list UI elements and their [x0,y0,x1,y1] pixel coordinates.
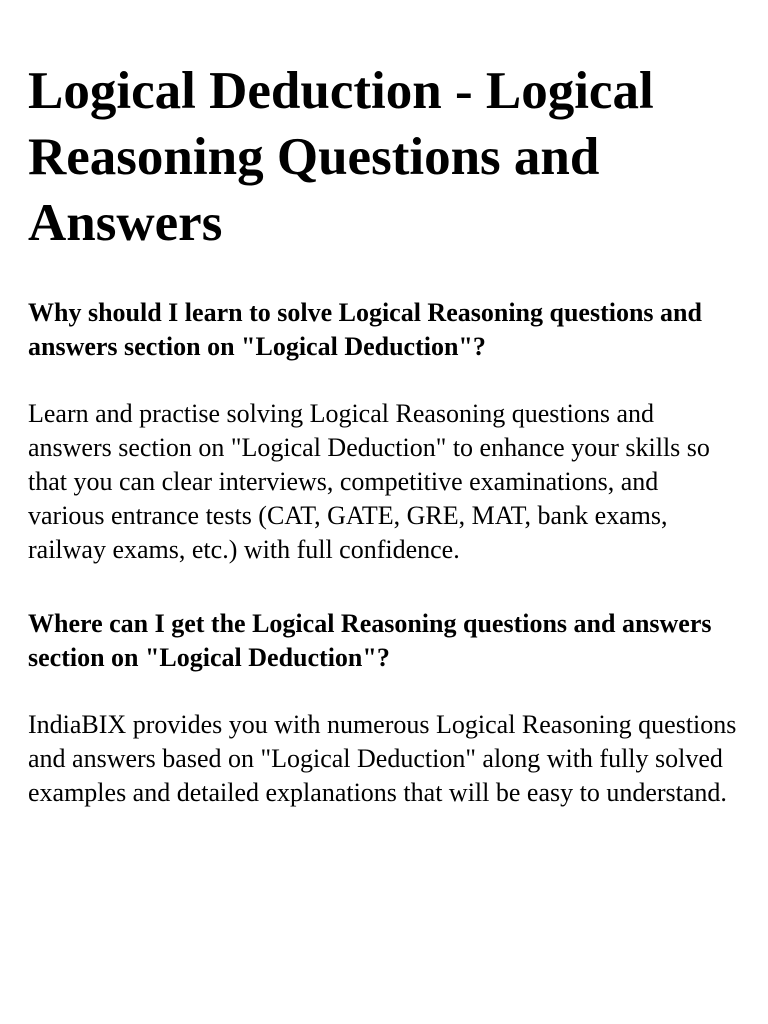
section-why-learn [28,296,740,567]
section-paragraph: Learn and practise solving Logical Reasoning questions and answers section on "Logical Deduction" to enhance your skills so that you can clear interviews, competitive examinations, and various entrance tests (CAT, GATE, GRE, MAT, bank exams, railway exams, etc.) with full confidence. [28,399,710,564]
page-title: Logical Deduction - Logical Reasoning Questions and Answers [28,62,654,252]
section-heading: Why should I learn to solve Logical Reasoning questions and answers section on "Logical Deduction"? [28,298,702,361]
section-heading: Where can I get the Logical Reasoning questions and answers section on "Logical Deduction"? [28,609,712,672]
section-where-to-get [28,607,740,810]
section-paragraph: IndiaBIX provides you with numerous Logical Reasoning questions and answers based on "Logical Deduction" along with fully solved examples and detailed explanations that will be easy to understand. [28,710,737,807]
